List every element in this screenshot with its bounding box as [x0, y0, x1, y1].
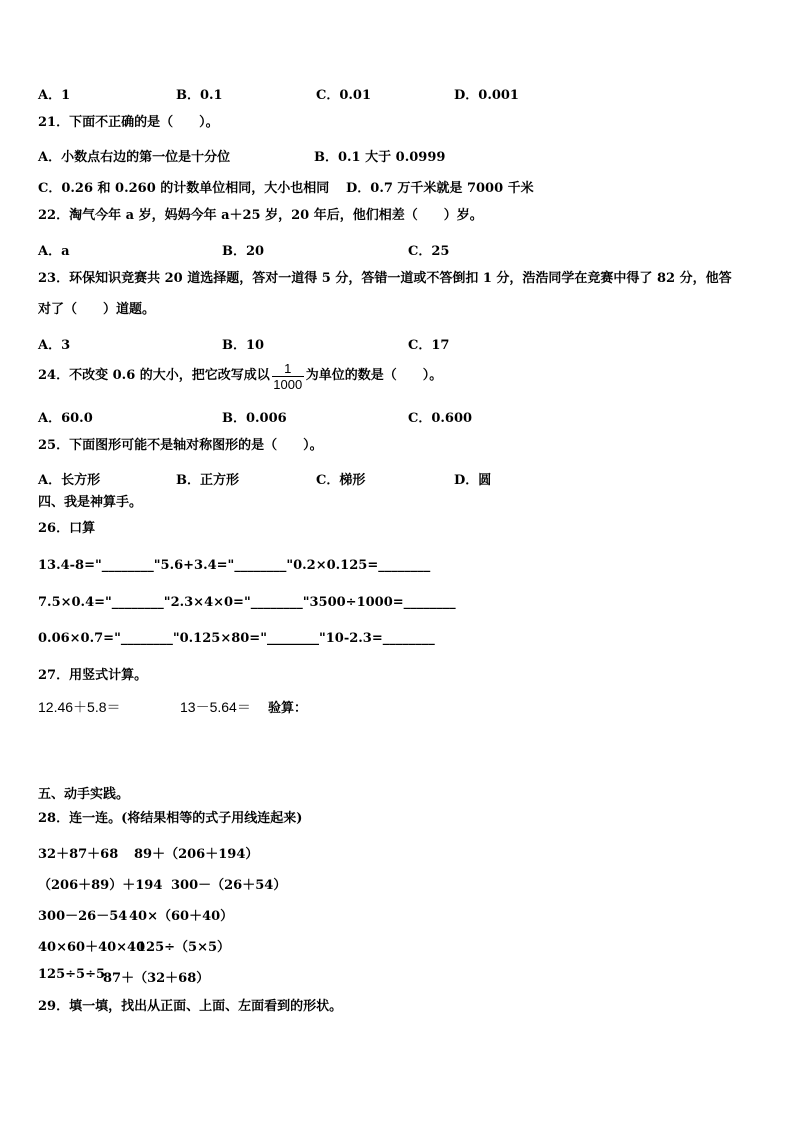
q27-check-label: 验算： [268, 701, 308, 716]
q28-right-2[interactable]: 300－（26＋54） [171, 878, 287, 893]
q26-row-3: 0.06×0.7="________"0.125×80="________"10-2.3=________ [38, 631, 435, 646]
q27-expression-1: 12.46＋5.8＝ [38, 699, 121, 715]
q25-option-a[interactable]: A．长方形 [38, 473, 101, 488]
q25-option-b[interactable]: B．正方形 [176, 473, 239, 488]
q28-title: 28．连一连。(将结果相等的式子用线连起来) [38, 811, 303, 826]
q24-fraction-numerator: 1 [284, 360, 292, 376]
q22-option-a[interactable]: A．a [38, 244, 70, 259]
section-4-heading: 四、我是神算手。 [38, 495, 143, 510]
q20-option-b[interactable]: B．0.1 [176, 88, 223, 103]
q23-option-a[interactable]: A．3 [38, 338, 71, 353]
q28-left-3[interactable]: 300－26－54 [38, 909, 128, 924]
q21-option-c[interactable]: C．0.26 和 0.260 的计数单位相同，大小也相同 [38, 181, 330, 196]
q27-title: 27．用竖式计算。 [38, 668, 148, 683]
q25-option-d[interactable]: D．圆 [454, 473, 492, 488]
q28-left-2[interactable]: （206＋89）＋194 [38, 878, 163, 893]
q23-stem-line1: 23．环保知识竞赛共 20 道选择题，答对一道得 5 分，答错一道或不答倒扣 1 分，浩浩同学在竞赛中得了 82 分，他答 [38, 271, 732, 286]
q20-option-c[interactable]: C．0.01 [316, 88, 372, 103]
q24-option-c[interactable]: C．0.600 [408, 411, 473, 426]
q26-row-1: 13.4-8="________"5.6+3.4="________"0.2×0.125=________ [38, 558, 431, 573]
q25-option-c[interactable]: C．梯形 [316, 473, 366, 488]
q24-fraction-denominator: 1000 [273, 376, 303, 392]
q28-left-1[interactable]: 32＋87＋68 [38, 847, 119, 862]
q24-option-b[interactable]: B．0.006 [222, 411, 287, 426]
q21-option-d[interactable]: D．0.7 万千米就是 7000 千米 [346, 181, 534, 196]
q24-stem-before: 24．不改变 0.6 的大小，把它改写成以 [38, 368, 270, 383]
q22-option-c[interactable]: C．25 [408, 244, 450, 259]
q24-stem [38, 360, 442, 392]
q24-fraction [272, 361, 304, 392]
q26-row-2: 7.5×0.4="________"2.3×4×0="________"3500÷1000=________ [38, 595, 456, 610]
q22-stem: 22．淘气今年 a 岁，妈妈今年 a＋25 岁，20 年后，他们相差（ ）岁。 [38, 208, 483, 223]
q20-option-d[interactable]: D．0.001 [454, 88, 519, 103]
q21-option-a[interactable]: A．小数点右边的第一位是十分位 [38, 150, 231, 165]
q24-option-a[interactable]: A．60.0 [38, 411, 93, 426]
section-5-heading: 五、动手实践。 [38, 787, 130, 802]
q28-left-4[interactable]: 40×60＋40×40 [38, 940, 146, 955]
q28-right-3[interactable]: 40×（60＋40） [129, 909, 234, 924]
q23-option-b[interactable]: B．10 [222, 338, 265, 353]
q21-option-b[interactable]: B．0.1 大于 0.0999 [314, 150, 446, 165]
q25-stem: 25．下面图形可能不是轴对称图形的是（ ）。 [38, 438, 323, 453]
q24-stem-after: 为单位的数是（ ）。 [305, 368, 443, 383]
q22-option-b[interactable]: B．20 [222, 244, 265, 259]
q21-stem: 21．下面不正确的是（ ）。 [38, 115, 219, 130]
q28-right-5[interactable]: 87＋（32＋68） [103, 971, 210, 986]
q23-option-c[interactable]: C．17 [408, 338, 450, 353]
q20-option-a[interactable]: A．1 [38, 88, 71, 103]
q28-right-4[interactable]: 125÷（5×5） [137, 940, 231, 955]
q28-right-1[interactable]: 89＋（206＋194） [134, 847, 259, 862]
q28-left-5[interactable]: 125÷5÷5 [38, 967, 106, 982]
q29-title: 29．填一填，找出从正面、上面、左面看到的形状。 [38, 999, 343, 1014]
q23-stem-line2: 对了（ ）道题。 [38, 302, 156, 317]
q26-title: 26．口算 [38, 521, 96, 536]
q27-expression-2: 13－5.64＝ [180, 699, 251, 715]
